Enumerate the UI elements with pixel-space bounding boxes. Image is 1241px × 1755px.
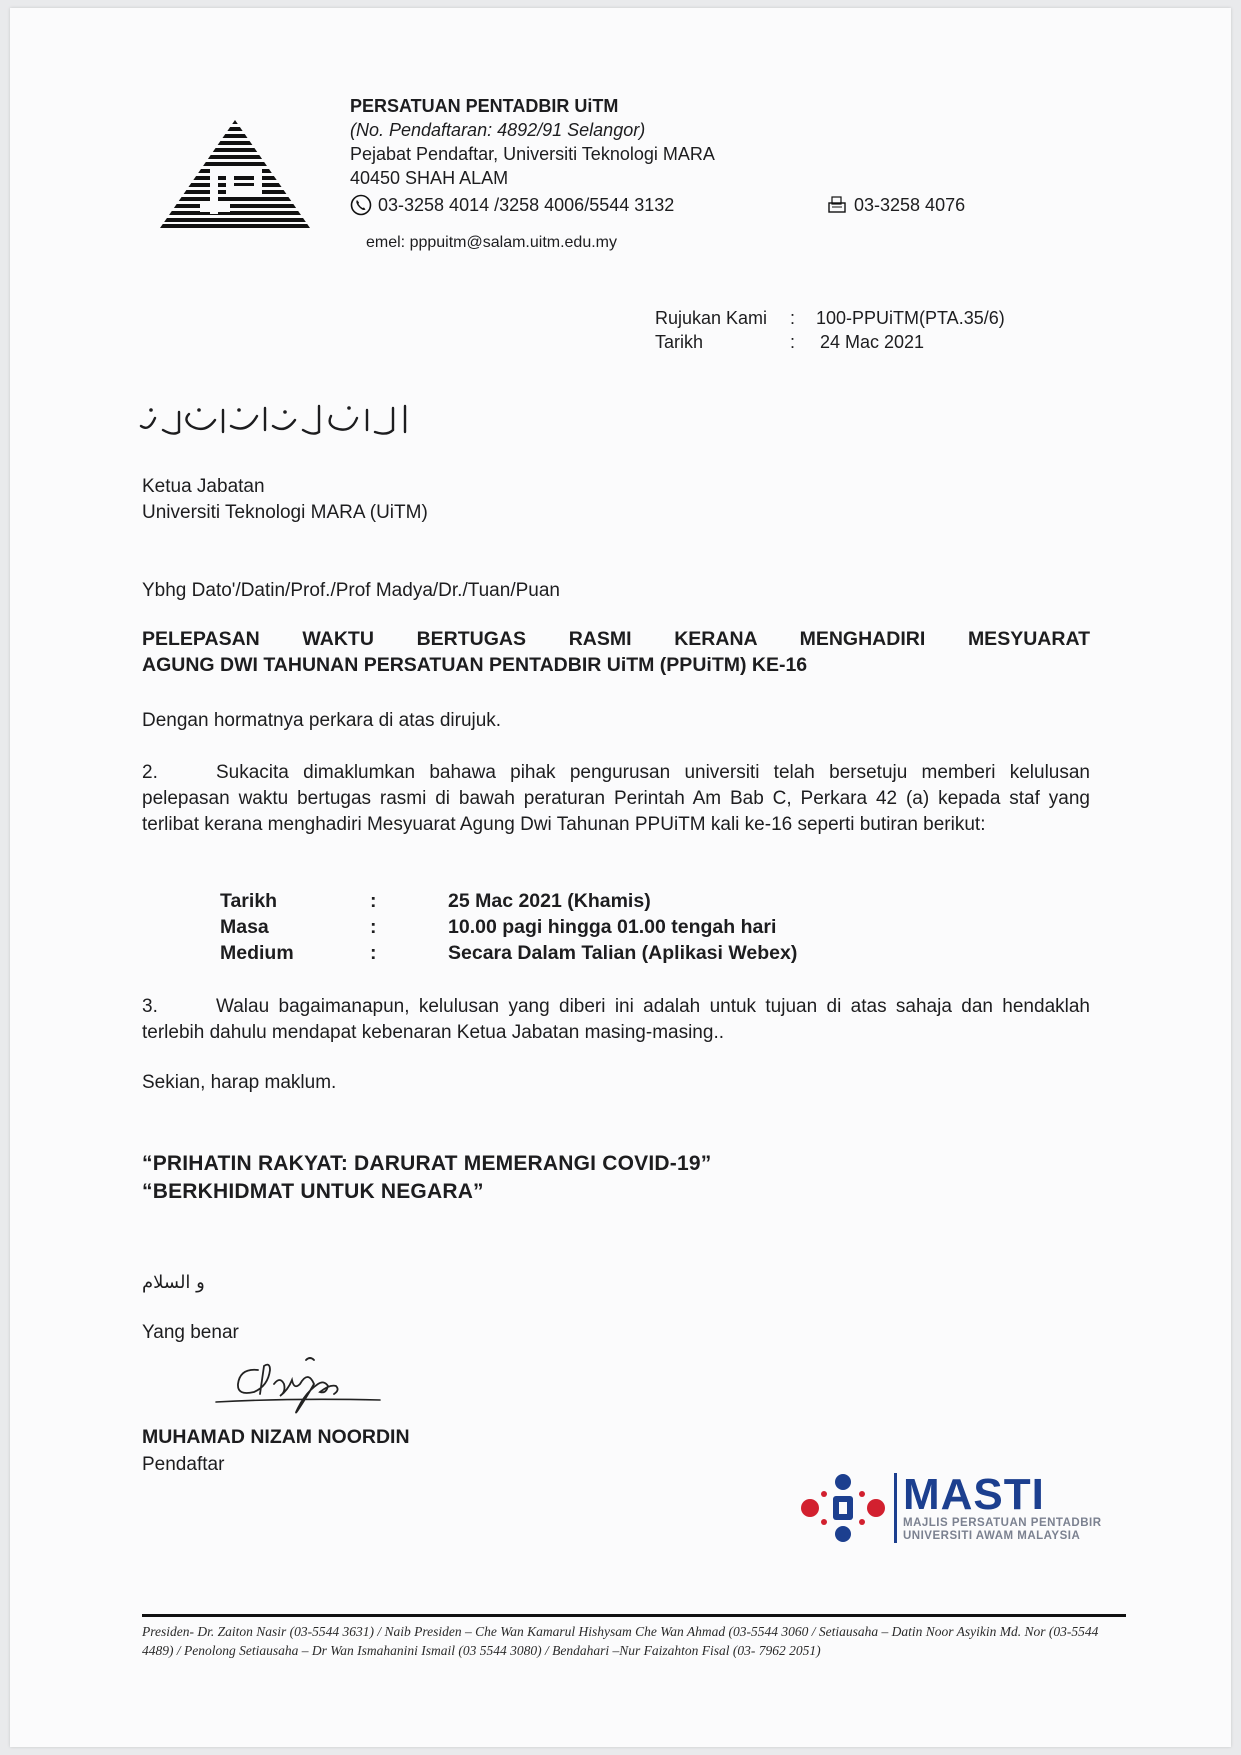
meeting-details (220, 888, 797, 966)
paragraph-2 (142, 760, 1090, 838)
masti-word: MASTI (903, 1470, 1045, 1519)
org-address-line1: Pejabat Pendaftar, Universiti Teknologi MARA (350, 144, 715, 164)
date-value: 24 Mac 2021 (820, 332, 925, 352)
detail-colon: : (370, 890, 377, 912)
phone-icon (350, 194, 372, 216)
fax-number: 03-3258 4076 (854, 194, 966, 215)
masti-subtitle-line2: UNIVERSITI AWAM MALAYSIA (903, 1530, 1081, 1542)
paragraph-3-text: Walau bagaimanapun, kelulusan yang diberi ini adalah untuk tujuan di atas sahaja dan hendaklah terlebih dahulu mendapat kebenaran Ketua Jabatan masing-masing.. (142, 996, 1090, 1043)
phone-number: 03-3258 4014 /3258 4006/5544 3132 (378, 194, 675, 215)
date-label: Tarikh (655, 332, 704, 352)
closing-line: Sekian, harap maklum. (142, 1072, 337, 1093)
letter-page (10, 8, 1231, 1747)
paragraph-3-number: 3. (142, 996, 158, 1017)
recipient-line2: Universiti Teknologi MARA (UiTM) (142, 502, 428, 523)
detail-colon: : (370, 916, 377, 938)
ref-label: Rujukan Kami (655, 308, 768, 328)
paragraph-3 (142, 994, 1090, 1046)
opening-line: Dengan hormatnya perkara di atas dirujuk. (142, 710, 502, 731)
footer-divider (142, 1614, 1126, 1617)
paragraph-2-number: 2. (142, 762, 158, 783)
detail-value: 10.00 pagi hingga 01.00 tengah hari (448, 916, 777, 938)
paragraph-2-text: Sukacita dimaklumkan bahawa pihak pengurusan universiti telah bersetuju memberi kelulusan pelepasan waktu bertugas rasmi di bawah peraturan Perintah Am Bab C, Perkara 42 (a) kepada staf yang terlibat kerana menghadiri Mesyuarat Agung Dwi Tahunan PPUiTM kali ke-16 seperti butiran berikut: (142, 762, 1090, 835)
detail-value: Secara Dalam Talian (Aplikasi Webex) (448, 942, 798, 964)
ref-value: 100-PPUiTM(PTA.35/6) (816, 308, 1005, 328)
org-header (350, 94, 715, 190)
fax-icon (826, 194, 848, 216)
ref-colon: : (790, 308, 796, 328)
detail-label: Masa (220, 916, 269, 938)
signer-name: MUHAMAD NIZAM NOORDIN (142, 1426, 410, 1448)
detail-label: Tarikh (220, 890, 278, 912)
letter-subject (142, 626, 1090, 678)
motto-block (142, 1150, 711, 1206)
recipient-block (142, 474, 428, 526)
detail-row-medium (220, 940, 797, 966)
org-registration: (No. Pendaftaran: 4892/91 Selangor) (350, 120, 646, 140)
detail-label: Medium (220, 942, 294, 964)
subject-line2: AGUNG DWI TAHUNAN PERSATUAN PENTADBIR UiTM (PPUiTM) KE-16 (142, 654, 808, 676)
footer-committee: Presiden- Dr. Zaiton Nasir (03-5544 3631) / Naib Presiden – Che Wan Kamarul Hishysam Che Wan Ahmad (03-5544 3060 / Setiausaha – Datin Noor Asyikin Md. Nor (03-5544 4489) / Penolong Setiausaha – Dr Wan Ismahanini Ismail (03 5544 3080) / Bendahari –Nur Faizahton Fisal (03- 7962 2051) (142, 1624, 1099, 1658)
motto-line1: “PRIHATIN RAKYAT: DARURAT MEMERANGI COVID-19” (142, 1152, 712, 1175)
salutation: Ybhg Dato'/Datin/Prof./Prof Madya/Dr./Tuan/Puan (142, 580, 560, 601)
sign-off: Yang benar (142, 1322, 239, 1343)
detail-value: 25 Mac 2021 (Khamis) (448, 890, 651, 912)
wassalam: و السلام (142, 1272, 205, 1293)
date-colon: : (790, 332, 796, 352)
subject-line1: PELEPASAN WAKTU BERTUGAS RASMI KERANA MENGHADIRI MESYUARAT (142, 628, 1090, 650)
signature (210, 1340, 390, 1425)
fax-row (826, 194, 965, 216)
detail-row-time (220, 914, 797, 940)
org-address-line2: 40450 SHAH ALAM (350, 168, 509, 188)
arabic-greeting-calligraphy (135, 398, 415, 449)
signer-title: Pendaftar (142, 1454, 225, 1475)
masti-subtitle-line1: MAJLIS PERSATUAN PENTADBIR (903, 1517, 1102, 1529)
phone-row (350, 194, 674, 216)
org-email: emel: pppuitm@salam.uitm.edu.my (366, 234, 617, 251)
masti-logo (798, 1472, 1102, 1544)
ppuitm-logo (160, 120, 310, 235)
detail-colon: : (370, 942, 377, 964)
detail-row-date (220, 888, 797, 914)
motto-line2: “BERKHIDMAT UNTUK NEGARA” (142, 1180, 484, 1203)
masti-emblem (798, 1472, 888, 1544)
recipient-line1: Ketua Jabatan (142, 476, 265, 497)
reference-block (655, 306, 1005, 354)
org-name: PERSATUAN PENTADBIR UiTM (350, 96, 619, 116)
